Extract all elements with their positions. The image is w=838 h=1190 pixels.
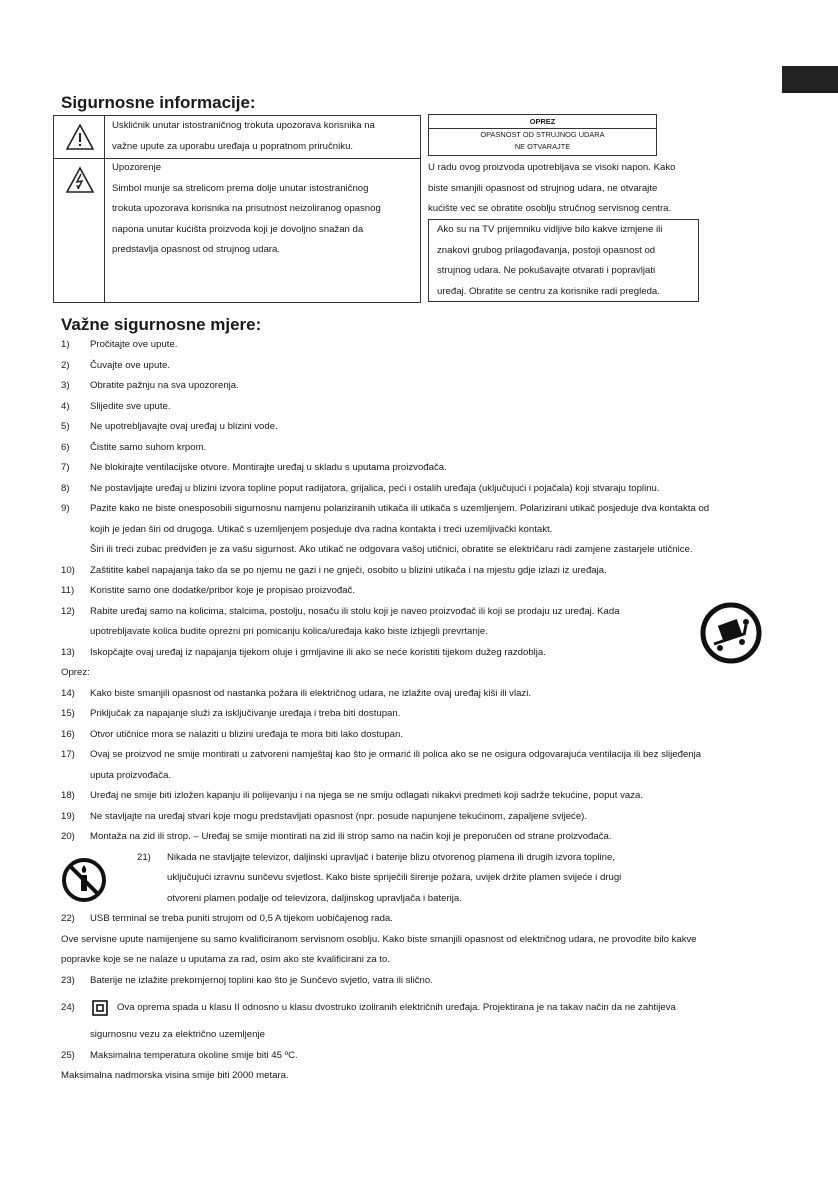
- warning-row2-line: Simbol munje sa strelicom prema dolje unutar istostraničnog: [112, 182, 369, 194]
- list-item: 25) Maksimalna temperatura okoline smije biti 45 ºC.: [61, 1049, 298, 1061]
- warning-row1-line: važne upute za uporabu uređaja u popratnom priručniku.: [112, 140, 354, 152]
- safety-measures-heading: Važne sigurnosne mjere:: [61, 315, 262, 334]
- warning-symbols-table: [53, 115, 421, 303]
- paragraph-line: U radu ovog proizvoda upotrebljava se visoki napon. Kako: [428, 162, 676, 173]
- list-item: 15) Priključak za napajanje služi za isključivanje uređaja i treba biti dostupan.: [61, 708, 401, 719]
- warning-row2-line: predstavlja opasnost od strujnog udara.: [112, 244, 280, 255]
- warning-row1-line: Usklićnik unutar istostraničnog trokuta upozorava korisnika na: [112, 120, 375, 131]
- list-item-continuation: sigurnosnu vezu za električno uzemljenje: [90, 1029, 265, 1040]
- list-item: 2) Čuvajte ove upute.: [61, 359, 171, 371]
- list-item: 22) USB terminal se treba puniti strujom od 0,5 A tijekom uobičajenog rada.: [61, 913, 393, 924]
- safety-info-heading: Sigurnosne informacije:: [61, 93, 256, 112]
- list-item: 13) Iskopčajte ovaj uređaj iz napajanja tijekom oluje i grmljavine ili ako se neće koristiti tijekom dužeg razdoblja.: [61, 646, 546, 658]
- list-item-continuation: Širi ili treći zubac predviđen je za vašu sigurnost. Ako utikač ne odgovara vašoj utičnici, obratite se električaru radi zamjene zastarjele utičnice.: [90, 544, 693, 555]
- altitude-note: Maksimalna nadmorska visina smije biti 2000 metara.: [61, 1070, 289, 1081]
- list-item: 19) Ne stavljajte na uređaj stvari koje mogu predstavljati opasnost (npr. posude napunjene tekućinom, zapaljene svijeće).: [61, 810, 588, 822]
- list-item: 8) Ne postavljajte uređaj u blizini izvora topline poput radijatora, grijalica, peći i ostalih uređaja (uključujući i pojačala) koji stvaraju toplinu.: [61, 482, 660, 494]
- list-item: 24) Ova oprema spada u klasu II odnosno u klasu dvostruko izoliranih električnih uređaja. Projektirana je na takav način da ne zahtijeva: [61, 991, 781, 1025]
- service-note-line: popravke koje se ne nalaze u uputama za rad, osim ako ste kvalificirani za to.: [61, 954, 391, 965]
- caution-box: [428, 114, 657, 156]
- list-item: 20) Montaža na zid ili strop. – Uređaj se smije montirati na zid ili strop samo na način koji je preporučen od strane proizvođača.: [61, 831, 612, 842]
- warning-title: Upozorenje: [112, 162, 162, 173]
- caution-title: OPREZ: [429, 115, 656, 129]
- list-item: 14) Kako biste smanjili opasnost od nastanka požara ili električnog udara, ne izlažite ovaj uređaj kiši ili vlazi.: [61, 687, 532, 699]
- caution-line: OPASNOST OD STRUJNOG UDARA: [480, 130, 605, 139]
- list-item-continuation: otvoreni plamen podalje od televizora, daljinskog upravljača i baterija.: [167, 892, 462, 904]
- list-item: 18) Uređaj ne smije biti izložen kapanju ili polijevanju i na njega se ne smiju odlagati nikakvi predmeti koji sadrže tekućine, poput vaza.: [61, 790, 644, 801]
- warning-row2-line: trokuta upozorava korisnika na prisutnost neizoliranog opasnog: [112, 203, 381, 214]
- list-item: 6) Čistite samo suhom krpom.: [61, 441, 207, 453]
- class-ii-double-square-icon: [92, 1000, 108, 1016]
- list-item: 12) Rabite uređaj samo na kolicima, stalcima, postolju, nosaču ili stolu koji je naveo proizvođač ili koji se prodaju uz uređaj. Kada: [61, 605, 620, 617]
- paragraph-line: znakovi grubog prilagođavanja, postoji opasnost od: [437, 244, 656, 256]
- paragraph-line: kućište već se obratite osoblju stručnog servisnog centra.: [428, 203, 672, 214]
- paragraph-line: biste smanjili opasnost od strujnog udara, ne otvarajte: [428, 182, 658, 194]
- list-item: 11) Koristite samo one dodatke/pribor koje je propisao proizvođač.: [61, 585, 356, 596]
- list-item: 23) Baterije ne izlažite prekomjernoj toplini kao što je Sunčevo svjetlo, vatra ili slično.: [61, 974, 433, 986]
- list-item-continuation: upotrebljavate kolica budite oprezni pri pomicanju kolica/uređaja kako biste izbjegli prevrtanje.: [90, 626, 488, 637]
- list-item: 17) Ovaj se proizvod ne smije montirati u zatvoreni namještaj kao što je ormarić ili polica ako se ne osigura odgovarajuća ventilacija ili bez slijeđenja: [61, 749, 702, 760]
- list-item: 4) Slijedite sve upute.: [61, 400, 171, 412]
- exclamation-triangle-icon: [66, 123, 94, 151]
- list-item-continuation: uključujući izravnu sunčevu svjetlost. Kako biste spriječili širenje požara, uvijek držite plamen svijeće i drugi: [167, 872, 622, 883]
- language-tab-marker: [782, 66, 838, 93]
- list-item: 16) Otvor utičnice mora se nalaziti u blizini uređaja te mora biti lako dostupan.: [61, 728, 404, 740]
- list-item-continuation: kojih je jedan širi od drugoga. Utikač s uzemljenjem posjeduje dva radna kontakta i treći uzemljivački kontakt.: [90, 523, 553, 535]
- paragraph-line: Ako su na TV prijemniku vidljive bilo kakve izmjene ili: [437, 224, 663, 235]
- lightning-triangle-icon: [66, 166, 94, 194]
- paragraph-line: strujnog udara. Ne pokušavajte otvarati i popravljati: [437, 265, 656, 276]
- list-item: 1) Pročitajte ove upute.: [61, 339, 178, 350]
- list-item: 21) Nikada ne stavljajte televizor, daljinski upravljač i baterije blizu otvorenog plamena ili drugih izvora topline,: [137, 851, 615, 863]
- list-item: 7) Ne blokirajte ventilacijske otvore. Montirajte uređaj u skladu s uputama proizvođača.: [61, 462, 447, 473]
- list-item-continuation: uputa proizvođača.: [90, 769, 172, 781]
- caution-label: Oprez:: [61, 667, 90, 678]
- high-voltage-paragraph: [428, 158, 728, 220]
- list-item: 3) Obratite pažnju na sva upozorenja.: [61, 380, 239, 391]
- caution-line: NE OTVARAJTE: [514, 142, 571, 151]
- list-item: 10) Zaštitite kabel napajanja tako da se po njemu ne gazi i ne gnječi, osobito u blizini utikača i na mjestu gdje izlazi iz uređaja.: [61, 564, 607, 576]
- list-item: 5) Ne upotrebljavajte ovaj uređaj u blizini vode.: [61, 421, 278, 432]
- warning-row2-line: napona unutar kućišta proizvoda koji je dovoljno snažan da: [112, 223, 364, 235]
- safety-measures-list: [61, 335, 781, 1087]
- tv-tamper-warning-box: [428, 219, 699, 302]
- service-note-line: Ove servisne upute namijenjene su samo kvalificiranom servisnom osoblju. Kako biste smanjili opasnost od električnog udara, ne provodite bilo kakve: [61, 933, 697, 945]
- list-item: 9) Pazite kako ne biste onesposobili sigurnosnu namjenu polariziranih utikača ili utikača s uzemljenjem. Polarizirani utikač posjeduje dva kontakta od: [61, 503, 710, 514]
- paragraph-line: uređaj. Obratite se centru za korisnike radi pregleda.: [437, 285, 660, 297]
